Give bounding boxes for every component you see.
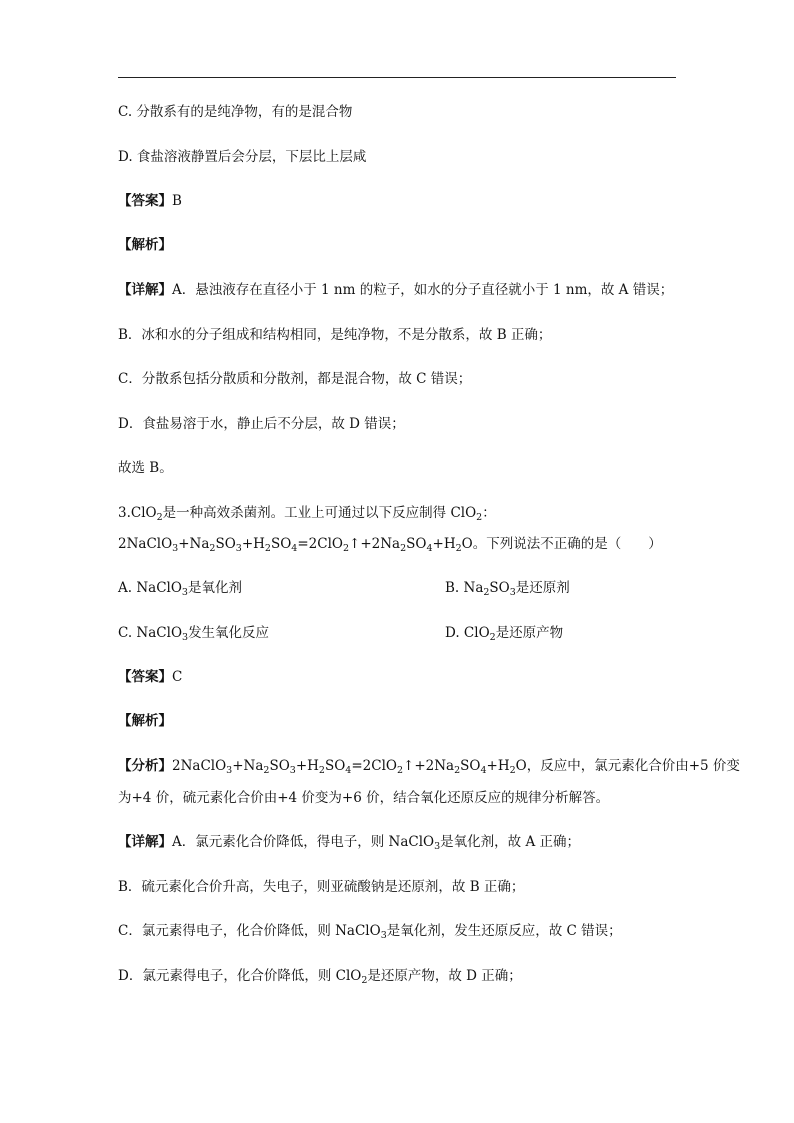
q3-stem-line2: $2NaClO_3+Na_2SO_3+H_2SO_4=2ClO_2↑+2Na_2SO_4+H_2O$。下列说法不正确的是（ ） [118, 536, 662, 554]
answer-label: 【答案】 [118, 193, 172, 209]
q3-analysis-line1: 【分析】$2NaClO_3+Na_2SO_3+H_2SO_4=2ClO_2↑+2Na_2SO_4+H_2O$，反应中，氯元素化合价由+5 价变 [118, 758, 740, 776]
q3-option-a: A. NaClO$_3$是氧化剂 [118, 580, 242, 598]
q3-stem-line1: 3.ClO$_2$是一种高效杀菌剂。工业上可通过以下反应制得 ClO$_2$： [118, 505, 496, 523]
answer-value: C [172, 669, 183, 685]
q2-detail-a [118, 281, 673, 299]
q2-analysis-label: 【解析】 [118, 237, 172, 253]
q2-answer [118, 192, 182, 210]
analysis-heading: 【分析】 [118, 758, 172, 774]
answer-label: 【答案】 [118, 669, 172, 685]
q3-detail-c: C．氯元素得电子，化合价降低，则 NaClO$_3$是氧化剂，发生还原反应，故 C 错误； [118, 923, 622, 941]
q3-analysis-label: 【解析】 [118, 713, 172, 729]
detail-label: 【详解】 [118, 282, 172, 298]
q2-detail-d: D．食盐易溶于水，静止后不分层，故 D 错误； [118, 416, 405, 432]
q3-detail-d: D．氯元素得电子，化合价降低，则 ClO$_2$是还原产物，故 D 正确； [118, 968, 522, 986]
q2-detail-b: B．冰和水的分子组成和结构相同，是纯净物，不是分散系，故 B 正确； [118, 327, 552, 343]
header-rule [118, 77, 676, 78]
detail-text: A．悬浊液存在直径小于 1 nm 的粒子，如水的分子直径就小于 1 nm，故 A 错误； [172, 282, 674, 298]
q2-conclusion: 故选 B。 [118, 460, 173, 476]
q3-option-b: B. $Na_2SO_3$是还原剂 [445, 580, 570, 598]
detail-label: 【详解】 [118, 834, 172, 850]
q3-detail-a: 【详解】A．氯元素化合价降低，得电子，则 NaClO$_3$是氧化剂，故 A 正确； [118, 834, 581, 852]
answer-value: B [172, 193, 182, 209]
q3-detail-b: B．硫元素化合价升高，失电子，则亚硫酸钠是还原剂，故 B 正确； [118, 879, 525, 895]
q3-analysis-line2: 为+4 价，硫元素化合价由+4 价变为+6 价，结合氧化还原反应的规律分析解答。 [118, 790, 610, 806]
q2-option-c: C. 分散系有的是纯净物，有的是混合物 [118, 104, 353, 120]
q3-option-d: D. ClO$_2$是还原产物 [445, 625, 564, 643]
q2-option-d: D. 食盐溶液静置后会分层，下层比上层咸 [118, 149, 367, 165]
q3-answer [118, 668, 182, 686]
q2-detail-c: C．分散系包括分散质和分散剂，都是混合物，故 C 错误； [118, 371, 472, 387]
q3-option-c: C. NaClO$_3$发生氧化反应 [118, 625, 270, 643]
